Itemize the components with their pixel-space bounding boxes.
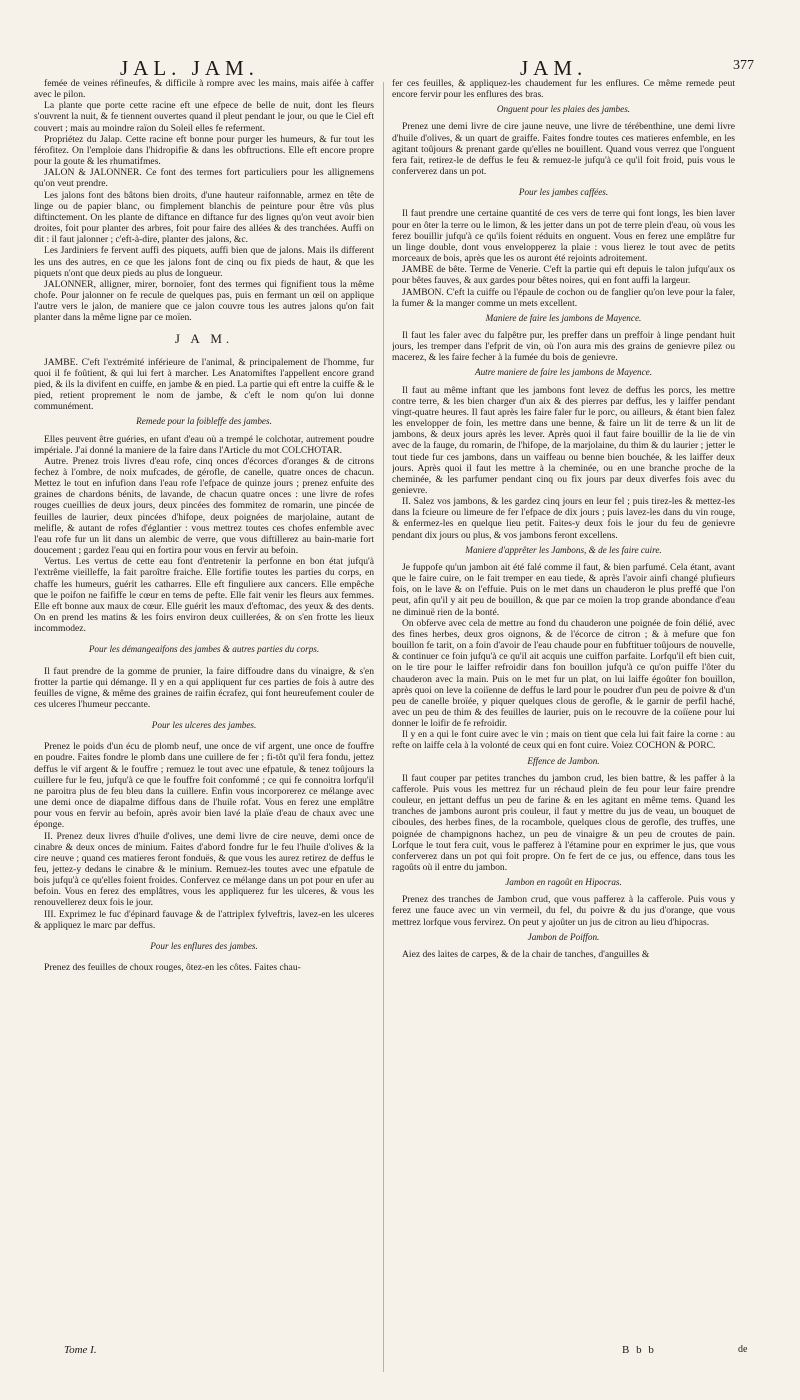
- volume-mark: Tome I.: [64, 1344, 97, 1356]
- paragraph: III. Exprimez le fuc d'épinard fauvage & de l'attriplex fylveftris, lavez-en les ulceres & appliquez le marc par deffus.: [34, 908, 374, 931]
- column-divider: [383, 82, 384, 1372]
- subheading: Onguent pour les plaies des jambes.: [496, 104, 631, 115]
- paragraph: II. Prenez deux livres d'huile d'olives, une demi livre de cire neuve, demi once de cinabre & deux onces de minium. Faites d'abord fondre fur le feu l'huile d'olives & la cire neuve ; quand ces matieres feront fonduës, & que vous les aurez retirez de deffus le feu, jettez-y dedans le cinabre & le minium. Remuez-les toutes avec une efpatule de bois jufqu'à ce qu'elles foient froides. Confervez ce mélange dans un pot pour en ufer au befoin. Vous en ferez des emplâtres, vous les appliquerez fur les ulceres, & vous les renouvellerez deux fois le jour.: [34, 830, 374, 909]
- paragraph: Il y en a qui le font cuire avec le vin ; mais on tient que cela lui fait faire la corne : au refte on laiffe cela à la volonté de ceux qui en font cuire. Voiez COCHON & PORC.: [392, 729, 735, 752]
- paragraph: femée de veines réfineufes, & difficile à rompre avec les mains, mais aifée à caffer avec le pilon.: [34, 78, 374, 101]
- page-footer: [0, 1344, 800, 1364]
- subheading: Autre maniere de faire les jambons de Mayence.: [474, 367, 653, 378]
- paragraph: Il faut couper par petites tranches du jambon crud, les bien battre, & les paffer à la cafferole. Puis vous les mettrez fur un réchaud plein de feu pour leur faire prendre couleur, en jettant deffus un peu de farine & en les agitant en même tems. Quand les tranches de jambons auront pris couleur, il faut y mettre du jus de veau, un bouquet de ciboules, des herbes fines, de la rocambole, quelques clous de gerofle, des truffes, une poignée de champignons hachez, un peu de vinaigre & un peu de croutes de pain. Lorfque le tout fera cuit, vous le pafferez à l'étamine pour en exprimer le jus, que vous conferverez dans un pot qui foit propre. On fe fert de ce jus, ou effence, dans tous les ragoûts où il entre du jambon.: [392, 772, 735, 873]
- subheading: Maniere de faire les jambons de Mayence.: [485, 312, 642, 323]
- running-title-right: JAM.: [520, 56, 588, 80]
- paragraph: Prenez des tranches de Jambon crud, que vous pafferez à la cafferole. Puis vous y ferez une fauce avec un vin vermeil, du fel, du poivre & du jus d'orange, que vous mettrez lorfque vous fervirez. On peut y ajoûter un jus de citron au lieu d'hipocras.: [392, 894, 735, 928]
- paragraph: Elles peuvent être guéries, en ufant d'eau où a trempé le colchotar, autrement poudre impériale. J'ai donné la maniere de la faire dans l'Article du mot COLCHOTAR.: [34, 433, 374, 456]
- catchword: de: [738, 1344, 748, 1355]
- subheading: Jambon en ragoût en Hipocras.: [505, 877, 622, 888]
- paragraph: JAMBE. C'eft l'extrémité inférieure de l'animal, & principalement de l'homme, fur quoi il fe foûtient, & qui lui fert à marcher. Les Anatomiftes l'appellent encore grand pied, & ils la divifent en cuiffe, en jambe & en pied. La partie qui eft entre la cuiffe & le pied, retient proprement le nom de jambe, & c'eft le nom qu'on lui donne communément.: [34, 356, 374, 413]
- subheading: Pour les ulceres des jambes.: [151, 720, 257, 731]
- subheading: Jambon de Poiffon.: [527, 931, 600, 942]
- paragraph: Aiez des laites de carpes, & de la chair de tanches, d'anguilles &: [402, 948, 650, 960]
- paragraph: fer ces feuilles, & appliquez-les chaudement fur les enflures. Ce même remede peut encore fervir pour les enflures des bras.: [392, 78, 735, 101]
- paragraph: JAMBE de bête. Terme de Venerie. C'eft la partie qui eft depuis le talon jufqu'aux os pour bêtes fauves, & aux gardes pour bêtes noires, qui en font auffi la largeur.: [392, 264, 735, 287]
- subheading: Pour les jambes caffées.: [518, 187, 609, 198]
- subheading: Maniere d'apprêter les Jambons, & de les faire cuire.: [465, 544, 662, 555]
- running-title-left: JAL. JAM.: [120, 56, 259, 80]
- subheading: Remede pour la foibleffe des jambes.: [136, 416, 272, 427]
- subheading: Pour les enflures des jambes.: [150, 940, 258, 951]
- paragraph: Les Jardiniers fe fervent auffi des piquets, auffi bien que de jalons. Mais ils different les uns des autres, en ce que les jalons font de cinq ou fix pieds de haut, & que les piquets n'ont que deux pieds au plus de longueur.: [34, 245, 374, 279]
- subheading: Effence de Jambon.: [527, 755, 600, 766]
- paragraph: JALONNER, alligner, mirer, bornoïer, font des termes qui fignifient tous la même chofe. Pour jalonner on fe recule de quelques pas, puis en fermant un œil on applique l'autre vers le jalon, de maniere que ce jalon couvre tous les autres jalons qu'on fait planter dans la même ligne par ce moïen.: [34, 278, 374, 324]
- signature-mark: B b b: [622, 1344, 656, 1356]
- paragraph: Vertus. Les vertus de cette eau font d'entretenir la perfonne en bon état jufqu'à l'extrême vieilleffe, la fait paroître fraiche. Elle fortifie toutes les parties du corps, en chaffe les humeurs, guérit les catharres. Elle eft finguliere aux cancers. Elle empêche que le poifon ne faififfe le cœur en tems de pefte. Elle fait venir les fleurs aux femmes. Elle eft bonne aux maux de cœur. Elle guérit les maux d'eftomac, des yeux & des dents. On en prend les matins & les foirs environ deux cuillerées, & on s'en frotte les lieux incommodez.: [34, 556, 374, 635]
- paragraph: JALON & JALONNER. Ce font des termes fort particuliers pour les allignemens qu'on veut prendre.: [34, 167, 374, 190]
- paragraph: Il faut prendre une certaine quantité de ces vers de terre qui font longs, les bien laver pour en ôter la terre ou le limon, & les jetter dans un pot de terre plein d'eau, où vous les ferez bouillir jufqu'à ce qu'ils foient réduits en onguent. Vous en ferez une emplâtre fur un linge double, dont vous envelopperez la plaie : vous lierez le tout avec de petits morceaux de bois, après que les os auront été rejoints adroitement.: [392, 208, 735, 265]
- paragraph: Prenez des feuilles de choux rouges, ôtez-en les côtes. Faites chau-: [44, 962, 301, 974]
- paragraph: Autre. Prenez trois livres d'eau rofe, cinq onces d'écorces d'oranges & de citrons fechez à l'ombre, de noix mufcades, de gérofle, de canelle, quatre onces de chacun. Mettez le tout en infufion dans l'eau rofe l'efpace de quinze jours ; prenez enfuite des graines de chardons bénits, de lavande, de chacun quatre onces : une livre de rofes rouges cueillies de deux jours, deux pincées des fommitez de romarin, une pincée de feuilles de laurier, deux pincées d'hifope, deux poignées de marjolaine, autant de melifle, & autant de rofes d'églantier : vous mettrez toutes ces chofes enfemble avec l'eau rofe fur un lit dans un alembic de verre, que vous diftillerez au bain-marie fort doucement ; gardez l'eau qui en fortira pour vous en fervir au befoin.: [34, 455, 374, 557]
- paragraph: Propriétez du Jalap. Cette racine eft bonne pour purger les humeurs, & fur tout les férofitez. On l'emploie dans l'hidropifie & dans les obftructions. Elle eft encore propre pour la goute & les rhumatifmes.: [34, 133, 374, 168]
- paragraph: JAMBON. C'eft la cuiffe ou l'épaule de cochon ou de fanglier qu'on leve pour la faler, la fumer & la manger comme un mets excellent.: [392, 286, 735, 309]
- left-column: [34, 78, 374, 1388]
- subheading: Pour les démangeaifons des jambes & autres parties du corps.: [88, 644, 320, 655]
- paragraph: Je fuppofe qu'un jambon ait été falé comme il faut, & bien parfumé. Cela étant, avant que le faire cuire, on le fait tremper en eau tiede, & après l'avoir ainfi changé plufieurs fois, on le lave & on l'effuie. Puis on le met dans un chauderon le plus preffé que l'on peut, afin qu'il y ait peu de bouillon, & que par ce moïen la trop grande abondance d'eau ne diminuë rien de la bonté.: [392, 561, 735, 618]
- section-heading: J A M.: [174, 331, 234, 347]
- right-column: [392, 78, 735, 1388]
- paragraph: II. Salez vos jambons, & les gardez cinq jours en leur fel ; puis tirez-les & mettez-les dans la fcieure ou limeure de fer l'efpace de dix jours ; puis lavez-les dans du vin rouge, & enfermez-les en quelque lieu petit. Faites-y deux fois le jour du feu de genievre pendant dix jours ou plus, & vos jambons feront excellens.: [392, 496, 735, 541]
- paragraph: Les jalons font des bâtons bien droits, d'une hauteur raifonnable, armez en tête de linge ou de papier blanc, ou fimplement blanchis de peinture pour être vûs plus diftinctement. On les plante de diftance en diftance fur des lignes qu'on veut avoir bien droites, foit pour planter des arbres, foit pour faire des allées & des tranchées. Auffi on dit : il faut jalonner ; c'eft-à-dire, planter des jalons, &c.: [34, 189, 374, 246]
- page-number: 377: [733, 58, 754, 73]
- paragraph: Prenez le poids d'un écu de plomb neuf, une once de vif argent, une once de fouffre en poudre. Faites fondre le plomb dans une cuillere de fer ; fi-tôt qu'il fera fondu, jettez deffus le vif argent & le fouffre ; remuez le tout avec une efpatule, & tenez toûjours la cuillere fur le feu, jufqu'à ce que le fouffre foit confommé ; ce qui fe connoitra lorfqu'il ne paroitra plus de feu bleu dans la cuillere. Enfin vous incorporerez ce mélange avec une demi once de diapalme diffous dans de l'huile rofat. Vous en ferez une emplâtre pour vous en fervir au befoin, après avoir bien lavé la plaïe d'eau de chaux avec une éponge.: [34, 741, 374, 831]
- paragraph: Prenez une demi livre de cire jaune neuve, une livre de térébenthine, une demi livre d'huile d'olives, & un quart de graiffe. Faites fondre toutes ces matieres enfemble, en les agitant toûjours & prenant garde qu'elles ne bouillent. Quand vous verrez que l'onguent fera fait, retirez-le de deffus le feu & remuez-le jufqu'à ce qu'il foit froid, puis vous le conferverez dans un pot.: [392, 121, 735, 178]
- paragraph: Il faut les faler avec du falpêtre pur, les preffer dans un preffoir à linge pendant huit jours, les tremper dans l'efprit de vin, où l'on aura mis des grains de genievre pilez ou macerez, & les faire fecher à la fumée du bois de genievre.: [392, 329, 735, 364]
- paragraph: On obferve avec cela de mettre au fond du chauderon une poignée de foin délié, avec des fines herbes, deux gros oignons, & de l'écorce de citron ; & à mefure que fon bouillon fe tarit, on a foin d'avoir de l'eau chaude pour en fubftituer toûjours de nouvelle, & continuer ce foin jufqu'à ce qu'il ait acquis une cuiffon parfaite. Lorfqu'il eft bien cuit, on le tire pour le laiffer refroidir dans fon bouillon jufqu'à ce qu'on puiffe l'ôter du chauderon avec la main. Puis on le met fur un plat, on lui laiffe égoûter fon bouillon, après quoi on leve la coiïenne de deffus le lard pour le poudrer d'un peu de poivre & d'un peu de canelle broïée, y piquer quelques clous de gerofle, & le garnir de perfil haché, avec un peu de thim & des feuilles de laurier, puis on le recouvre de la coiïene pour lui donner le loifir de fe refroidir.: [392, 617, 735, 730]
- paragraph: La plante que porte cette racine eft une efpece de belle de nuit, dont les fleurs s'ouvrent la nuit, & fe tiennent ouvertes quand il pleut pendant le jour, ou que le Ciel eft couvert ; mais au moindre raïon du Soleil elles fe referment.: [34, 100, 374, 134]
- paragraph: Il faut au même inftant que les jambons font levez de deffus les porcs, les mettre contre terre, & les bien charger d'un aix & des pierres par deffus, les y laiffer pendant vingt-quatre heures. Il faut après les faire faler fur le porc, ou ailleurs, & étant bien falez les envelopper de foin, les mettre dans une benne, & faire un lit de terre & un lit de jambons, & deux jours après les lever. Après quoi il faut faire bouillir de la lie de vin avec de la fauge, du romarin, de l'hifope, de la marjolaine, du thim & du laurier ; jetter le tout tiede fur ces jambons, dans un vaiffeau ou benne bien bouchée, & les laiffer deux jours. Après quoi il faut les mettre à la cheminée, ou en une branche proche de la cheminée, & les parfumer pendant cinq ou fix jours par deux diverfes fois avec du genievre.: [392, 384, 735, 496]
- paragraph: Il faut prendre de la gomme de prunier, la faire diffoudre dans du vinaigre, & s'en frotter la partie qui démange. Il y en a qui appliquent fur ces parties de fois à autre des feuilles de vigne, & même des graines de raifin écrafez, qui font heureufement couler de ces ulceres l'humeur peccante.: [34, 665, 374, 710]
